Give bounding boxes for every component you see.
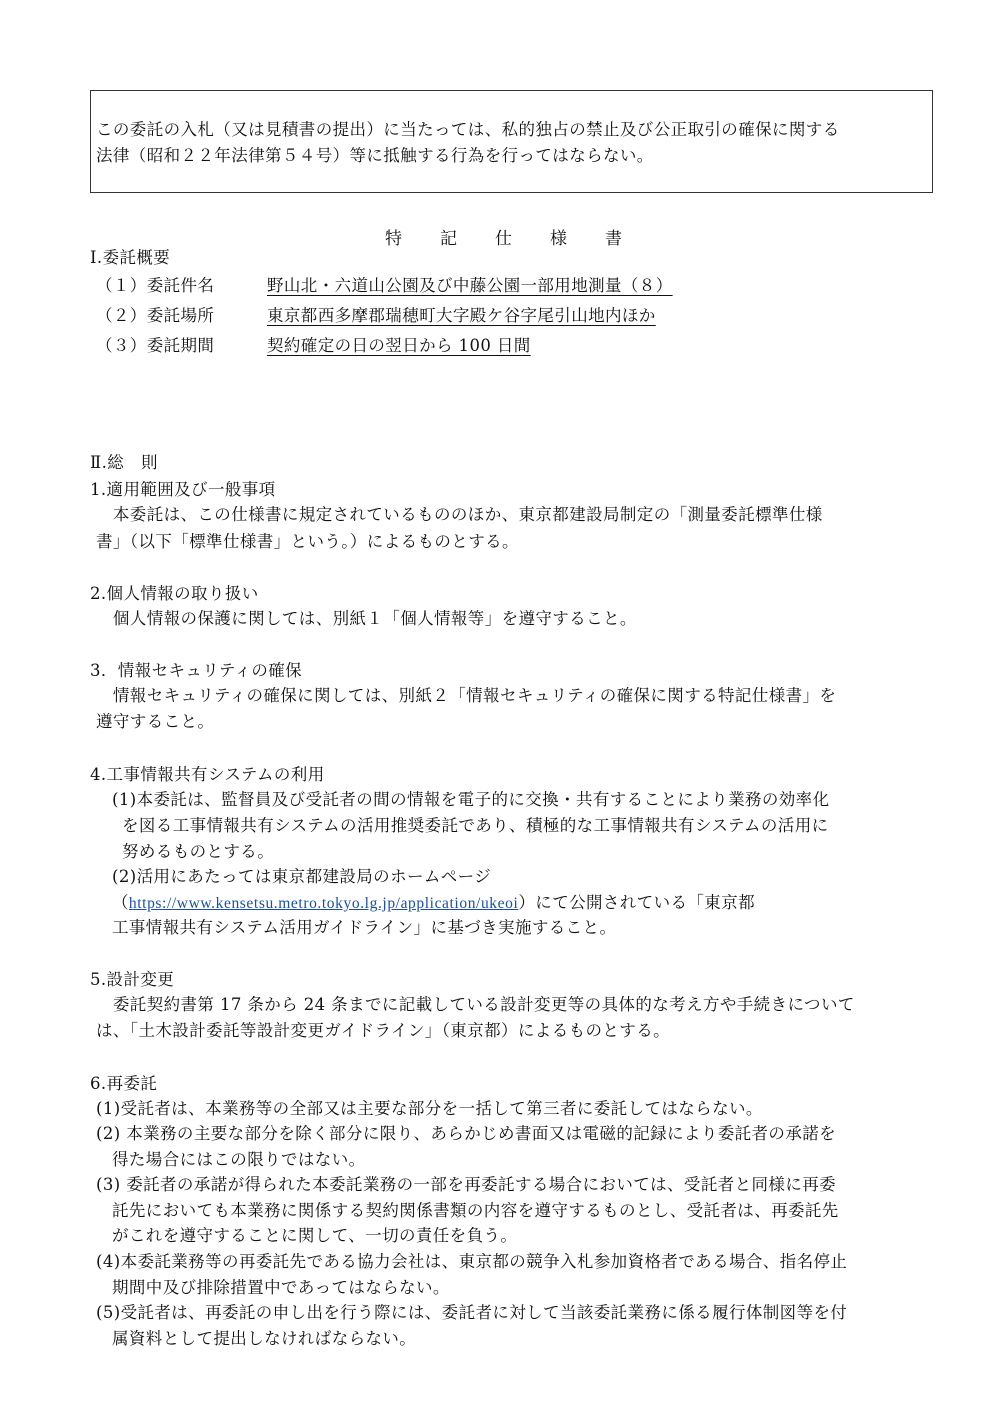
title-char: 様 — [550, 229, 567, 249]
s1-heading: 1.適用範囲及び一般事項 — [90, 480, 276, 499]
notice-box — [90, 90, 933, 193]
item-label: （１）委託件名 — [96, 276, 215, 295]
paragraph-line: 得た場合にはこの限りではない。 — [112, 1150, 366, 1169]
paragraph-line: 託先においても本業務に関係する契約関係書類の内容を遵守するものとし、受託者は、再委託先 — [112, 1201, 839, 1220]
s4-heading: 4.工事情報共有システムの利用 — [90, 765, 325, 784]
title-char: 書 — [605, 229, 622, 249]
paragraph-line: 工事情報共有システム活用ガイドライン」に基づき実施すること。 — [112, 918, 617, 937]
s6-heading: 6.再委託 — [90, 1074, 158, 1093]
paragraph-line: 情報セキュリティの確保に関しては、別紙２「情報セキュリティの確保に関する特記仕様書」を — [96, 686, 837, 705]
s3-heading: 3．情報セキュリティの確保 — [90, 661, 303, 680]
section-1-heading: Ⅰ.委託概要 — [90, 248, 171, 267]
title-char: 仕 — [495, 229, 512, 249]
paragraph-line-link — [112, 893, 755, 914]
paragraph-line: (1)受託者は、本業務等の全部又は主要な部分を一括して第三者に委託してはならない。 — [96, 1099, 763, 1118]
paragraph-line: (5)受託者は、再委託の申し出を行う際には、委託者に対して当該委託業務に係る履行体制図等を付 — [96, 1303, 848, 1322]
ukeoi-link[interactable]: https://www.kensetsu.metro.tokyo.lg.jp/application/ukeoi — [128, 895, 519, 912]
paragraph-line: 委託契約書第 17 条から 24 条までに記載している設計変更等の具体的な考え方や手続きについて — [96, 995, 855, 1014]
paragraph-line: (2) 本業務の主要な部分を除く部分に限り、あらかじめ書面又は電磁的記録により委託者の承諾を — [96, 1124, 837, 1143]
paragraph-line: 本委託は、この仕様書に規定されているもののほか、東京都建設局制定の「測量委託標準仕様 — [96, 505, 823, 524]
item-value-place: 東京都西多摩郡瑞穂町大字殿ケ谷字尾引山地内ほか — [267, 306, 656, 325]
paragraph-line: 属資料として提出しなければならない。 — [112, 1329, 417, 1348]
document-title — [385, 224, 660, 249]
paren-open: （ — [112, 893, 129, 912]
paragraph-line: (3) 委託者の承諾が得られた本委託業務の一部を再委託する場合においては、受託者と同様に再委 — [96, 1175, 837, 1194]
notice-line-1: この委託の入札（又は見積書の提出）に当たっては、私的独占の禁止及び公正取引の確保に関する — [96, 120, 840, 139]
paragraph-line: 個人情報の保護に関しては、別紙１「個人情報等」を遵守すること。 — [96, 609, 637, 628]
item-label: （２）委託場所 — [96, 306, 215, 325]
paragraph-line: (1)本委託は、監督員及び受託者の間の情報を電子的に交換・共有することにより業務の効率化 — [112, 790, 830, 809]
title-char: 記 — [440, 229, 457, 249]
item-value-period: 契約確定の日の翌日から 100 日間 — [267, 336, 531, 355]
paragraph-line: (2)活用にあたっては東京都建設局のホームページ — [112, 867, 492, 886]
paragraph-line: (4)本委託業務等の再委託先である協力会社は、東京都の競争入札参加資格者である場合、指名停止 — [96, 1252, 848, 1271]
paragraph-line: 遵守すること。 — [96, 712, 215, 731]
s5-heading: 5.設計変更 — [90, 970, 175, 989]
paragraph-line: は、「土木設計委託等設計変更ガイドライン」（東京都）によるものとする。 — [96, 1021, 671, 1040]
link-trailing-text: ）にて公開されている「東京都 — [518, 893, 755, 912]
paragraph-line: を図る工事情報共有システムの活用推奨委託であり、積極的な工事情報共有システムの活用に — [122, 816, 829, 835]
paragraph-line: 期間中及び排除措置中であってはならない。 — [112, 1278, 450, 1297]
item-value-name: 野山北・六道山公園及び中藤公園一部用地測量（８） — [267, 276, 673, 295]
paragraph-line: がこれを遵守することに関して、一切の責任を負う。 — [112, 1226, 518, 1245]
section-2-heading: Ⅱ.総 則 — [90, 453, 158, 472]
paragraph-line: 努めるものとする。 — [122, 842, 275, 861]
title-char: 特 — [385, 229, 402, 249]
s2-heading: 2.個人情報の取り扱い — [90, 584, 259, 603]
paragraph-line: 書」（以下「標準仕様書」という。）によるものとする。 — [96, 532, 519, 551]
item-label: （３）委託期間 — [96, 336, 215, 355]
notice-line-2: 法律（昭和２２年法律第５４号）等に抵触する行為を行ってはならない。 — [96, 146, 654, 165]
